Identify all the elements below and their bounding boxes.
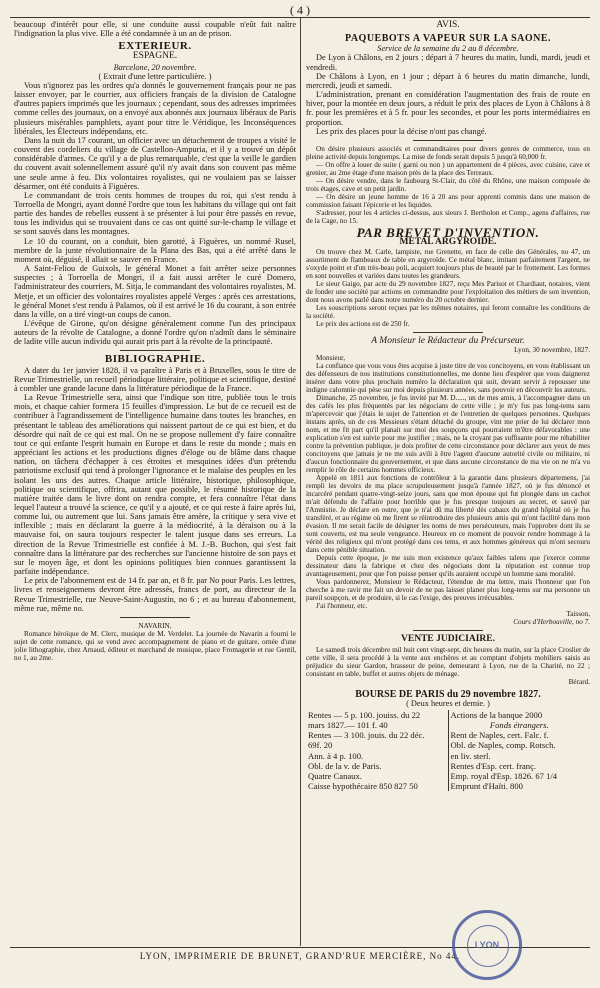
metal-paragraph: Le sieur Gaigo, par acte du 29 novembre 1827, reçu Mes Parisot et Chardiaut, notaires, vient de fonder une société par actions en commandite pour l'exploitation des métiers de son invention, dont nous avons parlé dans notre numéro du 20 octobre dernier. xyxy=(306,280,590,305)
letter-paragraph: Dimanche, 25 novembre, je fus invité par M. D....., un de mes amis, à l'accompagner dans un des cafés les plus fréquentés par les négocians de cette ville ; je m'y fus pas long-tems sans m'apercevoir que j'étais le sujet de l'attention et de l'entretien de quelques personnes. Quelques instans après, un de ces Messieurs s'étant détaché du groupe, vint me prier de lui déclarer mon nom, et me fit part qu'il planait sur moi des soupçons qui pourraient m'être défavorables : une explication s'en est suivie pour me justifier ; mais, ne la croyant pas suffisante pour me réhabiliter contre la prévention publique, je dois profiter de cette circonstance pour déclarer aux yeux de mes concitoyens que jamais je ne me suis avili à être l'agent d'aucune autorité civile ou militaire, ni d'aucun fonctionnaire du gouvernement, et que dans aucune circonstance de ma vie on ne m'a vu remplir le rôle de certains hommes officieux. xyxy=(306,394,590,475)
bibliographie-heading: BIBLIOGRAPHIE. xyxy=(104,353,206,366)
bourse-table xyxy=(306,710,590,792)
biblio-paragraph: La Revue Trimestrielle sera, ainsi que l'indique son titre, publiée tous le trois mois, et chaque cahier formera 15 feuilles d'impression. Le but de ce recueil est de contribuer à l'agrandissement de l'intelligence humaine dans toutes les branches, en présentant le tableau des améliorations qui naissent partout de ce qui est bien, et du désordre qui naît de ce qui est mal. On ne se propose nullement d'y faire connaître tout ce qui enfante l'esprit humain en Europe et dans le reste du monde ; mais en appréciant les actions et les productions dignes d'éloge ou de blâme dans chaque nation, on tâchera d'échapper à ces étroites et mesquines idées d'un prétendu patriotisme exclusif qui tend à prolonger l'ignorance et le malaise des peuples en les isolant les uns des autres. Chaque article littéraire, historique, philosophique, politique ou scientifique, offrira, autant que possible, le résumé historique de la matière traitée dans le livre dont on rendra compte, et fera connaître l'état dans lequel l'auteur a trouvé la science, ce qu'il y a ajouté, et ce qui reste à faire après lui, comme lui, ou autrement que lui. Sans jamais être amère, la critique y sera vive et inflexible ; mais en déclarant la guerre à la médiocrité, à la déraison ou à la mauvaise foi, on saura toujours respecter le talent jusque dans ses erreurs. La direction de la Revue Trimestrielle est confiée à M. J.-B. Buchon, qui s'est fait connaître dans la littérature par des recherches sur l'ancienne histoire de son pays et sur le moyen âge, et dont les opinions politiques bien connues garantissent la parfaite indépendance. xyxy=(14,393,296,577)
page-number: ( 4 ) xyxy=(290,3,310,17)
annonce: S'adresser, pour les 4 articles ci-dessus, aux sieurs J. Bertholon et Comp., agens d'affaires, rue de la Cage, no 15. xyxy=(306,208,590,225)
bourse-cell: Emprunt d'Haïti. 800 xyxy=(450,781,523,792)
letter-paragraph: Appelé en 1811 aux fonctions de contrôleur à la garantie dans plusieurs départemens, j'ai rempli les devoirs de ma place scrupuleusement jusqu'à l'année 1827, où je fus dénoncé et incarcéré pendant quatre-vingt-seize jours, sans que mon épouse qui fut plongée dans un cachot m'ait défendu de l'affaire pour horrible que je fus presque toujours au secret, et sauvé par l'Amnistie. Je déclare en outre, que je n'ai dû ma liberté dès cabaux du grand hôpital où je fus transféré, et au régime où me firent se réintroduire des plusieurs amis qui m'ont facilité dans mon évasion. Il me serait facile de désigner les noms de mes persécuteurs, mais l'opprobre dont ils se sont couverts, est ma seule vengeance. Heureux en ce moment de pouvoir rendre hommage à la vérité des religieux qui m'ont protégé dans ces tems, et aux hommes généreux qui m'ont secouru dans cette pénible situation. xyxy=(306,474,590,555)
table-row xyxy=(306,771,590,781)
bourse-cell: 69f. 20 xyxy=(306,740,448,750)
article-paragraph: A Saint-Feliou de Guixols, le général Monet a fait arrêter seize personnes suspectes ; à Torroella de Mongri, il a fait aussi arrêter le curé Domero, l'administrateur des courriers, M. Sitja, le commandant des volontaires royalistes, M. Metje, et un officier des volontaires royalistes appelé Verges : après ces arrestations, le général Monet s'est rendu à Palamos, où il est arrivé le 16 du courant, à son entrée dans la ville, on a tiré vingt-un coups de canon. xyxy=(14,264,296,319)
bourse-cell: Rentes — 3 100. jouis. du 22 déc. xyxy=(306,730,448,740)
article-paragraph: Le commandant de trois cents hommes de troupes du roi, qui s'est rendu à Torroella de Mongri, ayant donné l'ordre que tous les habitans du village qui ont fait partie des bandes de rebelles eussent à se présenter à lui pour être passés en revue, tous les individus qui se trouvaient dans ce cas ont quitté sur-le-champ le village et se sont sauvés dans les montagnes. xyxy=(14,190,296,237)
table-row xyxy=(306,761,590,771)
bourse-cell: Obl. de Naples, comp. Rotsch. xyxy=(450,740,556,751)
section-divider xyxy=(413,630,483,631)
stamp-text: LYON xyxy=(474,940,500,950)
letter-signature: Taisson, xyxy=(566,610,590,619)
bourse-cell: Fonds étrangers. xyxy=(489,720,549,731)
bourse-cell: Ann. à 4 p. 100. xyxy=(306,751,448,761)
metal-paragraph: Le prix des actions est de 250 fr. xyxy=(316,320,410,329)
schedule-paragraph: L'administration, prenant en considération l'augmentation des frais de route en hiver, pour la montée en deux jours, a réduit le prix des places de Lyon à Châlons à 8 fr. pour les premières et à 5 fr. pour les secondes, et pour les ports intermédiaires en proportion. xyxy=(306,90,590,127)
letter-paragraph: J'ai l'honneur, etc. xyxy=(316,602,368,611)
annonce: — On désire un jeune homme de 16 à 20 ans pour apprenti commis dans une maison de commission faisant l'épicerie et les liquides. xyxy=(306,192,590,209)
annonce: On désire plusieurs associés et commanditaires pour divers genres de commerce, tous en pleine activité depuis longtemps. La mise de fonds serait depuis 5 jusqu'à 60,000 fr. xyxy=(306,144,590,161)
schedule-paragraph: De Châlons à Lyon, en 1 jour ; départ à 6 heures du matin dimanche, lundi, mercredi, jeudi et samedi. xyxy=(306,71,590,90)
brevet-heading: PAR BREVET D'INVENTION. xyxy=(356,224,540,240)
bourse-cell: Emp. royal d'Esp. 1826. 67 1/4 xyxy=(450,771,558,782)
exterieur-heading: EXTERIEUR. xyxy=(118,40,192,53)
bourse-cell: Rentes d'Esp. cert. franç. xyxy=(450,760,537,771)
source-note: ( Extrait d'une lettre particulière. ) xyxy=(98,71,212,81)
right-column xyxy=(306,20,590,930)
article-paragraph: Le 10 du courant, on a conduit, bien garotté, à Figuères, un nommé Rusel, membre de la junte révolutionnaire de la Plana des Bas, qui a été arrêté dans le moment où, déguisé, il allait se sauver en France. xyxy=(14,236,296,264)
bourse-cell: Actions de la banque 2000 xyxy=(450,709,543,720)
article-paragraph: Vous n'ignorez pas les ordres qu'a donnés le gouvernement français pour ne pas laisser envoyer, par le courrier, aux officiers français de la division de Catalogne d'autres papiers imprimés que les journaux ; cependant, sous des adresses imprimées comme celles des journaux, on a envoyé aux abonnés aux journaux libéraux de Paris plusieurs misérables pamphlets, ayant pour titre le Véridique, les Inconséquences libérales, les Électeurs indépendans, etc. xyxy=(14,80,296,136)
table-row xyxy=(306,751,590,761)
bourse-cell: Obl. de la v. de Paris. xyxy=(306,761,448,771)
vente-text: Le samedi trois décembre mil huit cent vingt-sept, dix heures du matin, sur la place Croslier de cette ville, il sera procédé à la vente aux enchères et au comptant d'objets mobiliers saisis au préjudice du sieur Gardon, brasseur de peine, demeurant à Lyon, rue de la Charité, no 22 ; consistant en table, buffet et autres objets de ménage. xyxy=(306,645,590,678)
biblio-paragraph: A dater du 1er janvier 1828, il va paraître à Paris et à Bruxelles, sous le titre de Revue Trimestrielle, un recueil périodique littéraire, politique et scientifique, destiné à combler une grande lacune dans la littérature périodique de la France. xyxy=(14,365,296,393)
vente-signature: Bérard. xyxy=(568,677,590,686)
navarin-heading: NAVARIN, xyxy=(138,621,172,630)
paquebots-heading: PAQUEBOTS A VAPEUR SUR LA SAONE. xyxy=(344,33,552,45)
table-row xyxy=(306,730,590,740)
dateline: Barcelone, 20 novembre. xyxy=(113,62,197,72)
letter-paragraph: La confiance que vous vous êtes acquise à juste titre de vos concitoyens, en vous établissant un des défenseurs de nos institutions constitutionnelles, me donne lieu d'espérer que vous daignerez insérer dans votre plus prochain numéro la déclaration qui suit, devant servir à repousser une indigne calomnie qui pèse sur moi depuis plusieurs années, sans pouvoir en découvrir les auteurs. xyxy=(306,362,590,395)
section-divider xyxy=(120,350,190,351)
letter-paragraph: Depuis cette époque, je me suis mon existence qu'aux faibles talens que j'exerce comme dessinateur dans la fabrique et chez des négocians dont la réputation est connue trop avantageusement, pour que l'on puisse penser qu'ils auraient occupé un homme sans moralité. xyxy=(306,554,590,579)
table-row xyxy=(306,720,590,730)
annonce: — On désire vendre, dans le faubourg St-Clair, du côté du Rhône, une maison composée de trois étages, cave et un petit jardin. xyxy=(306,176,590,193)
letter-heading: A Monsieur le Rédacteur du Précurseur. xyxy=(371,336,525,347)
table-row xyxy=(306,781,590,791)
section-divider xyxy=(413,140,483,141)
bourse-cell: Rentes — 5 p. 100. jouiss. du 22 xyxy=(306,710,448,720)
table-row xyxy=(306,740,590,750)
printer-imprint: LYON, IMPRIMERIE DE BRUNET, GRAND'RUE MERCIÈRE, No 44. xyxy=(139,951,461,961)
vente-heading: VENTE JUDICIAIRE. xyxy=(401,634,495,645)
metal-paragraph: Les souscriptions seront reçues par les mêmes notaires, qui feront connaître les conditions de la société. xyxy=(306,304,590,321)
letter-address: Cours d'Herbouville, no 7. xyxy=(513,618,590,627)
section-divider xyxy=(413,332,483,333)
bourse-cell: Quatre Canaux. xyxy=(306,771,448,781)
bourse-subheading: ( Deux heures et demie. ) xyxy=(406,698,490,708)
espagne-heading: ESPAGNE. xyxy=(132,51,178,62)
column-separator xyxy=(300,18,301,946)
letter-salutation: Monsieur, xyxy=(316,354,346,363)
left-column xyxy=(14,20,296,930)
letter-paragraph: Vous pardonnerez, Monsieur le Rédacteur, l'étendue de ma lettre, mais l'honneur que l'on cherche à me ravir me fait un devoir de ne pas laisser planer plus long-tems sur ma personne un pareil soupçon, et de produire, si le cas l'exige, des preuves irrécusables. xyxy=(306,578,590,603)
bourse-cell: Caisse hypothécaire 850 827 50 xyxy=(306,781,448,791)
schedule-paragraph: Les prix des places pour la décise n'ont pas changé. xyxy=(316,126,487,136)
library-stamp xyxy=(452,910,522,980)
navarin-text: Romance héroïque de M. Clerc, musique de M. Verdelet. La journée de Navarin a fourni le sujet de cette romance, qui se vend avec accompagnement de piano et de guitare, ornée d'une jolie lithographie, chez Arnaud, éditeur et marchand de musique, place Fromagerie et rue Gentil, no 1, au 2me. xyxy=(14,629,296,662)
biblio-paragraph: Le prix de l'abonnement est de 14 fr. par an, et 8 fr. par No pour Paris. Les lettres, livres et renseignemens devront être adressés, francs de port, au directeur de la Revue Trimestrielle, rue Neuve-Saint-Augustin, no 6 ; et au bureau d'abonnement, même rue, même no. xyxy=(14,576,296,613)
intro-text: beaucoup d'intérêt pour elle, si une conduite aussi coupable n'eût fait naître l'indignation la plus vive. Elle a été condamnée à un an de prison. xyxy=(14,20,296,39)
bourse-cell: en liv. sterl. xyxy=(450,750,491,761)
bourse-heading: BOURSE DE PARIS du 29 novembre 1827. xyxy=(355,688,541,700)
metal-paragraph: On trouve chez M. Carle, lampiste, rue Grenette, en face de celle des Générales, no 47, un assortiment de flambeaux de table en argyroïde. Ce métal blanc, imitant parfaitement l'argent, ne s'oxyde point et d'un très-beau poli, acquiert toujours plus de beauté par le frottement. Les formes en sont nouvelles et variées dans toutes les grandeurs. xyxy=(306,248,590,281)
table-row xyxy=(306,710,590,720)
avis-heading: AVIS. xyxy=(436,20,460,30)
metal-heading: METAL ARGYROIDE. xyxy=(399,237,497,248)
article-paragraph: Dans la nuit du 17 courant, un officier avec un détachement de troupes a visité le couvent des cordeliers du village de Castellon-Ampuria, et il y a trouvé un dépôt considérable d'armes. Ce qu'il y a de plus remarquable, c'est que la veille le gardien du couvent avait solennellement assuré qu'il n'y avait dans son couvent pas même une seule arme à feu. Dix volontaires royalistes, qui ne voulaient pas se laisser désarmer, ont été conduits à Figuères. xyxy=(14,135,296,191)
section-divider xyxy=(120,617,190,618)
bourse-cell: mars 1827.— 101 f. 40 xyxy=(306,720,448,730)
bourse-cell: Rent de Naples, cert. Falc. f. xyxy=(450,730,549,741)
letter-dateline: Lyon, 30 novembre, 1827. xyxy=(514,346,590,355)
annonce: — On offre à louer de suite ( garni ou non ) un appartement de 4 pièces, avec cuisine, cave et grenier, au 2me étage d'une maison près de la place des Terreaux. xyxy=(306,160,590,177)
schedule-paragraph: De Lyon à Châlons, en 2 jours ; départ à 7 heures du matin, lundi, mardi, jeudi et vendredi. xyxy=(306,53,590,72)
article-paragraph: L'évêque de Girone, qu'on désigne généralement comme l'un des principaux auteurs de la révolte de Catalogne, a donné l'ordre qu'on n'admît dans le séminaire de ladite ville aucun individu qui aurait pris part à la révolte de la principauté. xyxy=(14,319,296,347)
service-line: Service de la semaine du 2 au 8 décembre. xyxy=(377,44,519,54)
